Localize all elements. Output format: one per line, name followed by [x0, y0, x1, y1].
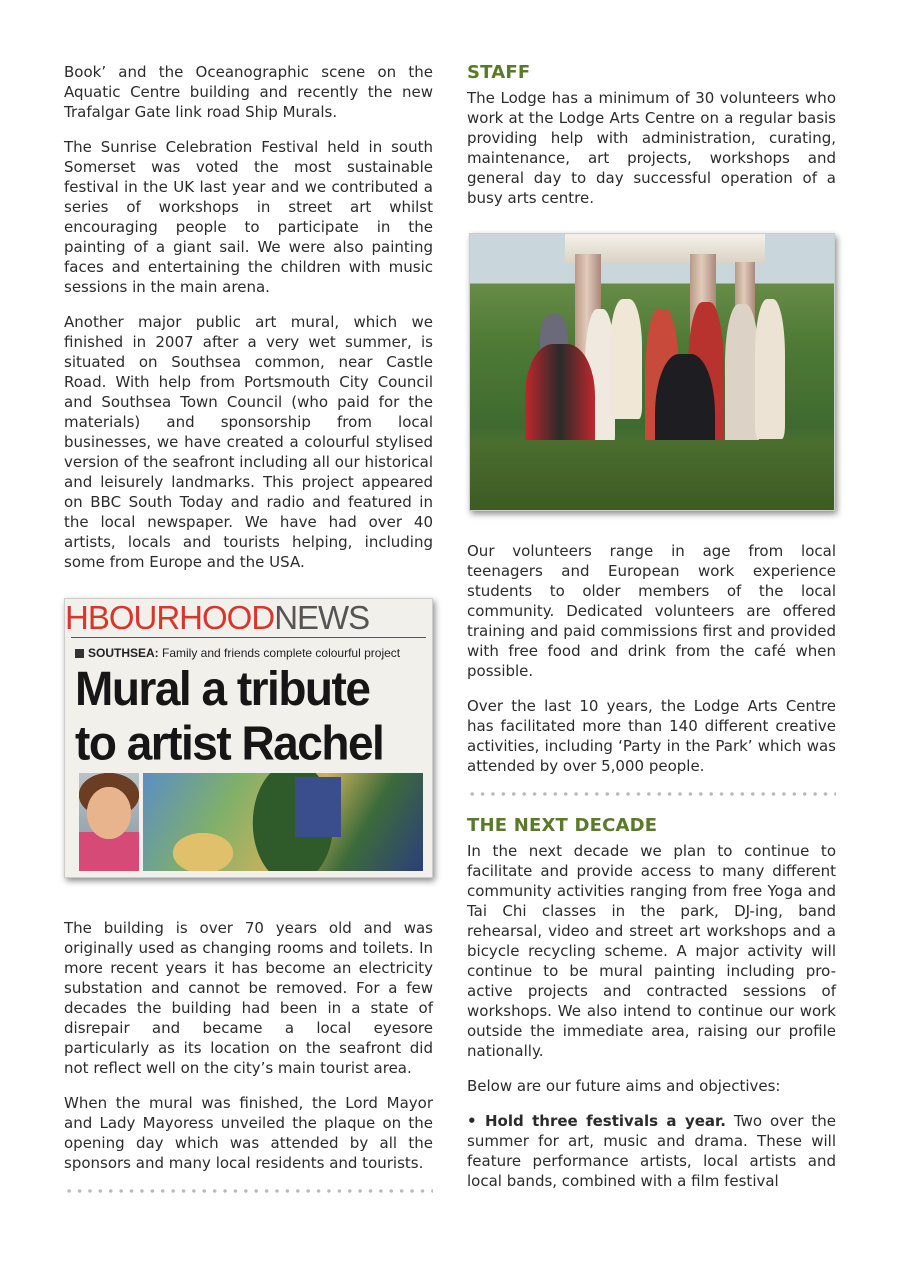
person — [755, 299, 785, 439]
dotted-divider — [467, 791, 836, 797]
bullet-bold: • Hold three festivals a year. — [467, 1112, 726, 1130]
paragraph: Book’ and the Oceanographic scene on the Aquatic Centre building and recently the new Trafalgar Gate link road Ship Murals. — [64, 63, 433, 121]
paragraph: In the next decade we plan to continue to facilitate and provide access to many different community activities ranging from free Yoga and Tai Chi classes in the park, DJ-ing, band rehearsal, video and street art workshops and a bicycle recycling scheme. A major activity will continue to be mural painting including pro-active projects and contracted sessions of workshops. We also intend to continue our work outside the immediate area, raising our profile nationally. — [467, 842, 836, 1060]
mural-photo — [143, 773, 423, 871]
kicker-text: Family and friends complete colourful project — [162, 646, 401, 660]
bullet-text: Two over the summer for art, music and drama. These will feature performance artists, local artists and local bands, combined with a film festival — [467, 1112, 837, 1190]
paragraph: Another major public art mural, which we finished in 2007 after a very wet summer, is situated on Southsea common, near Castle Road. With help from Portsmouth City Council and Southsea Town Council (who paid for the materials) and sponsorship from local businesses, we have created a colourful stylised version of the seafront including all our historical and leisurely landmarks. This project appeared on BBC South Today and radio and featured in the local newspaper. We have had over 40 artists, locals and tourists helping, including some from Europe and the USA. — [64, 313, 433, 571]
headline-line: Mural a tribute — [75, 661, 370, 716]
left-column — [64, 62, 433, 587]
kicker-place: SOUTHSEA: — [88, 646, 159, 660]
dotted-divider — [64, 1188, 433, 1194]
paragraph: When the mural was finished, the Lord Mayor and Lady Mayoress unveiled the plaque on the opening day which was attended by all the sponsors and many local residents and tourists. — [64, 1094, 433, 1172]
flowerbed — [470, 440, 834, 510]
paragraph: The building is over 70 years old and was originally used as changing rooms and toilets. In more recent years it has become an electricity substation and cannot be removed. For a few decades the building had been in a state of disrepair and became a local eyesore particularly as its location on the seafront did not reflect well on the city’s main tourist area. — [64, 919, 433, 1077]
paragraph: The Lodge has a minimum of 30 volunteers who work at the Lodge Arts Centre on a regular basis providing help with administration, curating, maintenance, art projects, workshops and general day to day successful operation of a busy arts centre. — [467, 89, 836, 207]
paragraph: The Sunrise Celebration Festival held in south Somerset was voted the most sustainable festival in the UK last year and we contributed a series of workshops in street art whilst encouraging people to participate in the painting of a giant sail. We were also painting faces and entertaining the children with music sessions in the main arena. — [64, 138, 433, 296]
clipping-masthead — [65, 601, 432, 635]
newspaper-clipping-image — [64, 598, 433, 878]
right-column-lower — [467, 541, 836, 1206]
person — [610, 299, 642, 419]
masthead-text: HBOURHOOD — [65, 601, 275, 635]
square-bullet-icon — [75, 649, 84, 658]
clipping-rule — [71, 637, 426, 638]
staff-heading: STAFF — [467, 62, 531, 83]
paragraph: Our volunteers range in age from local teenagers and European work experience students to older members of the local community. Dedicated volunteers are offered training and paid commissions first and provided with free food and drink from the café when possible. — [467, 542, 836, 680]
portrait-photo — [79, 773, 139, 871]
decade-heading: THE NEXT DECADE — [467, 815, 658, 836]
paragraph: Over the last 10 years, the Lodge Arts Centre has facilitated more than 140 different creative activities, including ‘Party in the Park’ which was attended by over 5,000 people. — [467, 697, 836, 775]
paragraph: Below are our future aims and objectives: — [467, 1077, 781, 1095]
volunteers-photo — [469, 233, 835, 511]
clipping-kicker — [75, 646, 400, 660]
bullet-paragraph — [467, 1111, 836, 1191]
headline-line: to artist Rachel — [75, 715, 384, 771]
person — [725, 304, 759, 454]
right-column — [467, 62, 836, 223]
masthead-news: NEWS — [274, 601, 370, 635]
plaque-image — [295, 777, 341, 837]
clipping-headline — [75, 661, 425, 770]
left-column-lower — [64, 918, 433, 1212]
